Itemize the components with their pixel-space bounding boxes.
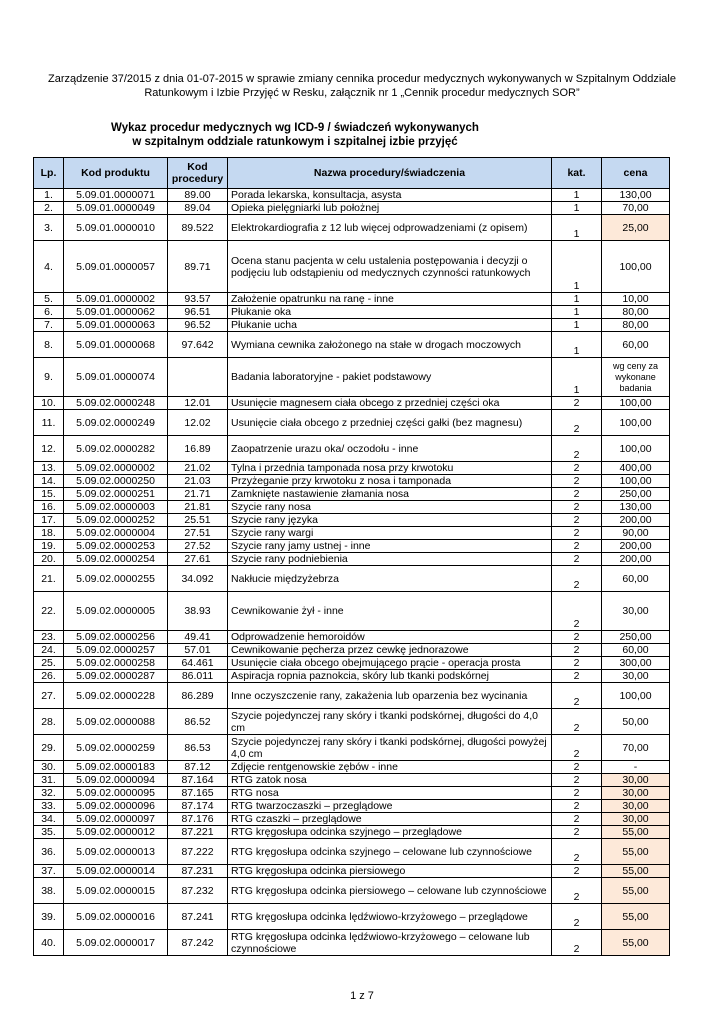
row-lp: 11. <box>34 410 64 436</box>
row-procedure-code: 86.011 <box>168 670 228 683</box>
row-procedure-code: 87.232 <box>168 878 228 904</box>
row-procedure-code: 89.04 <box>168 202 228 215</box>
row-product-code: 5.09.02.0000016 <box>64 904 168 930</box>
row-product-code: 5.09.01.0000010 <box>64 215 168 241</box>
row-lp: 31. <box>34 774 64 787</box>
row-procedure-code: 38.93 <box>168 592 228 631</box>
row-price: 100,00 <box>602 410 670 436</box>
row-lp: 6. <box>34 306 64 319</box>
row-procedure-code: 96.52 <box>168 319 228 332</box>
row-product-code: 5.09.01.0000071 <box>64 189 168 202</box>
row-procedure-name: Porada lekarska, konsultacja, asysta <box>228 189 552 202</box>
table-row <box>34 865 670 878</box>
table-row <box>34 683 670 709</box>
row-price: wg ceny za wykonane badania <box>602 358 670 397</box>
table-row <box>34 189 670 202</box>
header-product-code: Kod produktu <box>64 158 168 189</box>
table-row <box>34 670 670 683</box>
row-product-code: 5.09.02.0000259 <box>64 735 168 761</box>
row-procedure-name: Szycie rany nosa <box>228 501 552 514</box>
row-lp: 16. <box>34 501 64 514</box>
row-price: 100,00 <box>602 397 670 410</box>
row-procedure-name: Szycie pojedynczej rany skóry i tkanki podskórnej, długości powyżej 4,0 cm <box>228 735 552 761</box>
row-category: 2 <box>552 683 602 709</box>
row-product-code: 5.09.01.0000063 <box>64 319 168 332</box>
row-category: 2 <box>552 592 602 631</box>
row-procedure-code <box>168 358 228 397</box>
row-category: 1 <box>552 215 602 241</box>
row-price: 55,00 <box>602 865 670 878</box>
row-procedure-code: 87.221 <box>168 826 228 839</box>
row-category: 2 <box>552 839 602 865</box>
row-lp: 24. <box>34 644 64 657</box>
table-row <box>34 839 670 865</box>
row-price: 55,00 <box>602 930 670 956</box>
row-product-code: 5.09.02.0000253 <box>64 540 168 553</box>
row-category: 2 <box>552 774 602 787</box>
row-category: 2 <box>552 631 602 644</box>
row-price: 30,00 <box>602 774 670 787</box>
row-product-code: 5.09.02.0000002 <box>64 462 168 475</box>
row-procedure-name: Szycie rany wargi <box>228 527 552 540</box>
row-procedure-name: RTG kręgosłupa odcinka szyjnego – przeglądowe <box>228 826 552 839</box>
row-lp: 17. <box>34 514 64 527</box>
table-row <box>34 397 670 410</box>
row-category: 2 <box>552 527 602 540</box>
row-price: 55,00 <box>602 878 670 904</box>
row-product-code: 5.09.01.0000068 <box>64 332 168 358</box>
row-procedure-name: Nakłucie międzyżebrza <box>228 566 552 592</box>
row-lp: 27. <box>34 683 64 709</box>
row-category: 1 <box>552 189 602 202</box>
row-procedure-name: Usunięcie ciała obcego z przedniej części gałki (bez magnesu) <box>228 410 552 436</box>
row-procedure-code: 89.71 <box>168 241 228 293</box>
header-price: cena <box>602 158 670 189</box>
row-product-code: 5.09.02.0000003 <box>64 501 168 514</box>
row-category: 2 <box>552 514 602 527</box>
row-lp: 3. <box>34 215 64 241</box>
row-procedure-name: RTG zatok nosa <box>228 774 552 787</box>
table-row <box>34 501 670 514</box>
header-category: kat. <box>552 158 602 189</box>
row-product-code: 5.09.02.0000017 <box>64 930 168 956</box>
row-procedure-code: 87.165 <box>168 787 228 800</box>
row-lp: 34. <box>34 813 64 826</box>
row-product-code: 5.09.02.0000249 <box>64 410 168 436</box>
row-lp: 20. <box>34 553 64 566</box>
table-row <box>34 241 670 293</box>
row-product-code: 5.09.02.0000013 <box>64 839 168 865</box>
row-category: 1 <box>552 306 602 319</box>
table-row <box>34 215 670 241</box>
row-procedure-code: 87.241 <box>168 904 228 930</box>
row-procedure-name: Usunięcie ciała obcego obejmującego prącie - operacja prosta <box>228 657 552 670</box>
row-procedure-code: 87.174 <box>168 800 228 813</box>
row-procedure-name: Cewnikowanie żył - inne <box>228 592 552 631</box>
row-lp: 5. <box>34 293 64 306</box>
row-lp: 32. <box>34 787 64 800</box>
row-lp: 39. <box>34 904 64 930</box>
row-lp: 22. <box>34 592 64 631</box>
row-procedure-name: Usunięcie magnesem ciała obcego z przedniej części oka <box>228 397 552 410</box>
row-procedure-code: 87.176 <box>168 813 228 826</box>
table-row <box>34 553 670 566</box>
row-price: 55,00 <box>602 826 670 839</box>
row-product-code: 5.09.02.0000005 <box>64 592 168 631</box>
row-price: 30,00 <box>602 800 670 813</box>
row-category: 2 <box>552 501 602 514</box>
row-product-code: 5.09.01.0000002 <box>64 293 168 306</box>
row-procedure-code: 27.52 <box>168 540 228 553</box>
row-procedure-name: Elektrokardiografia z 12 lub więcej odprowadzeniami (z opisem) <box>228 215 552 241</box>
row-product-code: 5.09.02.0000257 <box>64 644 168 657</box>
row-lp: 23. <box>34 631 64 644</box>
row-category: 1 <box>552 358 602 397</box>
row-price: 30,00 <box>602 813 670 826</box>
row-product-code: 5.09.02.0000255 <box>64 566 168 592</box>
row-price: 200,00 <box>602 514 670 527</box>
row-procedure-code: 16.89 <box>168 436 228 462</box>
row-lp: 33. <box>34 800 64 813</box>
row-lp: 25. <box>34 657 64 670</box>
row-category: 2 <box>552 436 602 462</box>
row-procedure-code: 49.41 <box>168 631 228 644</box>
row-procedure-name: RTG kręgosłupa odcinka lędźwiowo-krzyżowego – przeglądowe <box>228 904 552 930</box>
row-product-code: 5.09.01.0000062 <box>64 306 168 319</box>
header-procedure-name: Nazwa procedury/świadczenia <box>228 158 552 189</box>
header-line-2: Ratunkowym i Izbie Przyjęć w Resku, załącznik nr 1 „Cennik procedur medycznych SOR” <box>144 87 580 99</box>
row-product-code: 5.09.02.0000095 <box>64 787 168 800</box>
row-procedure-code: 25.51 <box>168 514 228 527</box>
row-price: 100,00 <box>602 475 670 488</box>
row-category: 2 <box>552 566 602 592</box>
row-procedure-name: Cewnikowanie pęcherza przez cewkę jednorazowe <box>228 644 552 657</box>
row-procedure-name: Szycie rany podniebienia <box>228 553 552 566</box>
header-procedure-code: Kod procedury <box>168 158 228 189</box>
table-row <box>34 904 670 930</box>
table-row <box>34 631 670 644</box>
row-procedure-code: 93.57 <box>168 293 228 306</box>
table-row <box>34 488 670 501</box>
row-category: 2 <box>552 930 602 956</box>
row-procedure-code: 57.01 <box>168 644 228 657</box>
row-category: 2 <box>552 488 602 501</box>
row-procedure-code: 21.81 <box>168 501 228 514</box>
row-price: - <box>602 761 670 774</box>
row-category: 2 <box>552 904 602 930</box>
table-row <box>34 878 670 904</box>
row-procedure-name: Szycie rany jamy ustnej - inne <box>228 540 552 553</box>
row-procedure-code: 87.222 <box>168 839 228 865</box>
row-category: 1 <box>552 241 602 293</box>
row-category: 2 <box>552 761 602 774</box>
row-product-code: 5.09.02.0000097 <box>64 813 168 826</box>
row-procedure-name: Płukanie oka <box>228 306 552 319</box>
row-lp: 38. <box>34 878 64 904</box>
row-lp: 36. <box>34 839 64 865</box>
table-row <box>34 527 670 540</box>
subtitle-line-2: w szpitalnym oddziale ratunkowym i szpitalnej izbie przyjęć <box>132 136 458 148</box>
row-product-code: 5.09.02.0000282 <box>64 436 168 462</box>
row-price: 50,00 <box>602 709 670 735</box>
row-product-code: 5.09.01.0000074 <box>64 358 168 397</box>
row-product-code: 5.09.02.0000256 <box>64 631 168 644</box>
row-product-code: 5.09.02.0000248 <box>64 397 168 410</box>
table-row <box>34 826 670 839</box>
row-price: 200,00 <box>602 540 670 553</box>
row-price: 100,00 <box>602 436 670 462</box>
row-category: 2 <box>552 462 602 475</box>
row-price: 80,00 <box>602 319 670 332</box>
row-procedure-name: Badania laboratoryjne - pakiet podstawowy <box>228 358 552 397</box>
row-price: 30,00 <box>602 592 670 631</box>
row-product-code: 5.09.02.0000287 <box>64 670 168 683</box>
row-procedure-code: 12.02 <box>168 410 228 436</box>
row-procedure-code: 87.242 <box>168 930 228 956</box>
row-procedure-name: Opieka pielęgniarki lub położnej <box>228 202 552 215</box>
row-product-code: 5.09.02.0000094 <box>64 774 168 787</box>
table-row <box>34 306 670 319</box>
table-row <box>34 358 670 397</box>
row-procedure-name: Przyżeganie przy krwotoku z nosa i tamponada <box>228 475 552 488</box>
row-price: 70,00 <box>602 202 670 215</box>
row-price: 30,00 <box>602 787 670 800</box>
row-category: 2 <box>552 410 602 436</box>
row-category: 2 <box>552 813 602 826</box>
row-lp: 7. <box>34 319 64 332</box>
row-category: 2 <box>552 787 602 800</box>
table-row <box>34 319 670 332</box>
row-lp: 26. <box>34 670 64 683</box>
row-product-code: 5.09.02.0000258 <box>64 657 168 670</box>
row-lp: 1. <box>34 189 64 202</box>
table-row <box>34 475 670 488</box>
row-procedure-code: 86.53 <box>168 735 228 761</box>
procedures-table <box>33 157 670 956</box>
row-category: 1 <box>552 293 602 306</box>
row-price: 30,00 <box>602 670 670 683</box>
row-procedure-name: Zdjęcie rentgenowskie zębów - inne <box>228 761 552 774</box>
row-procedure-code: 96.51 <box>168 306 228 319</box>
row-lp: 29. <box>34 735 64 761</box>
row-lp: 13. <box>34 462 64 475</box>
row-procedure-code: 21.71 <box>168 488 228 501</box>
row-procedure-name: RTG kręgosłupa odcinka piersiowego – celowane lub czynnościowe <box>228 878 552 904</box>
row-category: 2 <box>552 475 602 488</box>
row-procedure-code: 89.522 <box>168 215 228 241</box>
row-category: 2 <box>552 397 602 410</box>
row-product-code: 5.09.02.0000012 <box>64 826 168 839</box>
row-price: 60,00 <box>602 644 670 657</box>
row-procedure-name: Szycie rany języka <box>228 514 552 527</box>
row-lp: 19. <box>34 540 64 553</box>
row-price: 25,00 <box>602 215 670 241</box>
row-procedure-name: Płukanie ucha <box>228 319 552 332</box>
table-row <box>34 566 670 592</box>
row-lp: 4. <box>34 241 64 293</box>
row-procedure-name: Inne oczyszczenie rany, zakażenia lub oparzenia bez wycinania <box>228 683 552 709</box>
row-product-code: 5.09.01.0000057 <box>64 241 168 293</box>
row-price: 130,00 <box>602 189 670 202</box>
row-procedure-name: RTG kręgosłupa odcinka lędźwiowo-krzyżowego – celowane lub czynnościowe <box>228 930 552 956</box>
row-procedure-name: RTG nosa <box>228 787 552 800</box>
row-procedure-code: 27.51 <box>168 527 228 540</box>
row-category: 2 <box>552 670 602 683</box>
table-row <box>34 774 670 787</box>
row-price: 60,00 <box>602 566 670 592</box>
table-row <box>34 540 670 553</box>
row-lp: 12. <box>34 436 64 462</box>
row-price: 200,00 <box>602 553 670 566</box>
table-row <box>34 592 670 631</box>
row-price: 10,00 <box>602 293 670 306</box>
row-price: 100,00 <box>602 683 670 709</box>
row-price: 400,00 <box>602 462 670 475</box>
row-price: 60,00 <box>602 332 670 358</box>
row-price: 55,00 <box>602 839 670 865</box>
row-product-code: 5.09.02.0000251 <box>64 488 168 501</box>
table-row <box>34 410 670 436</box>
row-procedure-code: 97.642 <box>168 332 228 358</box>
row-category: 2 <box>552 540 602 553</box>
row-price: 250,00 <box>602 488 670 501</box>
row-procedure-name: RTG czaszki – przeglądowe <box>228 813 552 826</box>
row-category: 1 <box>552 332 602 358</box>
row-category: 2 <box>552 553 602 566</box>
row-procedure-code: 86.289 <box>168 683 228 709</box>
table-row <box>34 709 670 735</box>
row-procedure-code: 89.00 <box>168 189 228 202</box>
row-lp: 37. <box>34 865 64 878</box>
row-category: 2 <box>552 657 602 670</box>
header-line-1: Zarządzenie 37/2015 z dnia 01-07-2015 w sprawie zmiany cennika procedur medycznych wykonywanych w Szpitalnym Oddziale <box>48 73 676 85</box>
row-lp: 15. <box>34 488 64 501</box>
row-product-code: 5.09.02.0000254 <box>64 553 168 566</box>
row-product-code: 5.09.02.0000183 <box>64 761 168 774</box>
row-product-code: 5.09.02.0000250 <box>64 475 168 488</box>
subtitle-line-1: Wykaz procedur medycznych wg ICD-9 / świadczeń wykonywanych <box>111 122 479 134</box>
table-row <box>34 332 670 358</box>
row-price: 80,00 <box>602 306 670 319</box>
row-product-code: 5.09.02.0000015 <box>64 878 168 904</box>
table-row <box>34 644 670 657</box>
row-procedure-code: 86.52 <box>168 709 228 735</box>
row-procedure-name: Zamknięte nastawienie złamania nosa <box>228 488 552 501</box>
row-procedure-code: 12.01 <box>168 397 228 410</box>
row-lp: 35. <box>34 826 64 839</box>
row-price: 70,00 <box>602 735 670 761</box>
table-row <box>34 293 670 306</box>
table-row <box>34 813 670 826</box>
row-lp: 40. <box>34 930 64 956</box>
document-header <box>0 72 724 100</box>
row-lp: 28. <box>34 709 64 735</box>
row-procedure-name: RTG kręgosłupa odcinka piersiowego <box>228 865 552 878</box>
row-procedure-name: Zaopatrzenie urazu oka/ oczodołu - inne <box>228 436 552 462</box>
row-procedure-name: Tylna i przednia tamponada nosa przy krwotoku <box>228 462 552 475</box>
row-lp: 21. <box>34 566 64 592</box>
row-procedure-name: RTG kręgosłupa odcinka szyjnego – celowane lub czynnościowe <box>228 839 552 865</box>
row-product-code: 5.09.01.0000049 <box>64 202 168 215</box>
table-row <box>34 657 670 670</box>
row-procedure-name: RTG twarzoczaszki – przeglądowe <box>228 800 552 813</box>
row-procedure-code: 64.461 <box>168 657 228 670</box>
row-procedure-code: 87.164 <box>168 774 228 787</box>
row-product-code: 5.09.02.0000228 <box>64 683 168 709</box>
row-lp: 9. <box>34 358 64 397</box>
row-product-code: 5.09.02.0000088 <box>64 709 168 735</box>
row-procedure-name: Odprowadzenie hemoroidów <box>228 631 552 644</box>
row-price: 130,00 <box>602 501 670 514</box>
row-category: 2 <box>552 878 602 904</box>
row-price: 100,00 <box>602 241 670 293</box>
table-row <box>34 800 670 813</box>
row-procedure-code: 87.12 <box>168 761 228 774</box>
row-procedure-code: 21.02 <box>168 462 228 475</box>
row-lp: 10. <box>34 397 64 410</box>
row-procedure-name: Wymiana cewnika założonego na stałe w drogach moczowych <box>228 332 552 358</box>
row-price: 250,00 <box>602 631 670 644</box>
row-category: 2 <box>552 865 602 878</box>
row-lp: 8. <box>34 332 64 358</box>
row-lp: 2. <box>34 202 64 215</box>
table-row <box>34 436 670 462</box>
table-row <box>34 462 670 475</box>
table-row <box>34 930 670 956</box>
table-header-row <box>34 158 670 189</box>
row-procedure-name: Ocena stanu pacjenta w celu ustalenia postępowania i decyzji o podjęciu lub odstąpieniu od medycznych czynności ratunkowych <box>228 241 552 293</box>
table-row <box>34 735 670 761</box>
row-product-code: 5.09.02.0000252 <box>64 514 168 527</box>
row-product-code: 5.09.02.0000004 <box>64 527 168 540</box>
row-price: 90,00 <box>602 527 670 540</box>
row-category: 1 <box>552 202 602 215</box>
row-lp: 30. <box>34 761 64 774</box>
row-category: 1 <box>552 319 602 332</box>
header-lp: Lp. <box>34 158 64 189</box>
row-price: 300,00 <box>602 657 670 670</box>
page-number: 1 z 7 <box>350 990 374 1002</box>
row-product-code: 5.09.02.0000096 <box>64 800 168 813</box>
row-procedure-code: 21.03 <box>168 475 228 488</box>
row-category: 2 <box>552 800 602 813</box>
row-procedure-name: Założenie opatrunku na ranę - inne <box>228 293 552 306</box>
row-category: 2 <box>552 826 602 839</box>
row-procedure-code: 87.231 <box>168 865 228 878</box>
table-body <box>34 189 670 956</box>
row-product-code: 5.09.02.0000014 <box>64 865 168 878</box>
table-row <box>34 202 670 215</box>
table-row <box>34 787 670 800</box>
table-row <box>34 761 670 774</box>
row-procedure-code: 34.092 <box>168 566 228 592</box>
row-procedure-name: Aspiracja ropnia paznokcia, skóry lub tkanki podskórnej <box>228 670 552 683</box>
row-category: 2 <box>552 735 602 761</box>
row-category: 2 <box>552 644 602 657</box>
row-procedure-name: Szycie pojedynczej rany skóry i tkanki podskórnej, długości do 4,0 cm <box>228 709 552 735</box>
table-subtitle <box>0 121 590 149</box>
row-procedure-code: 27.61 <box>168 553 228 566</box>
row-price: 55,00 <box>602 904 670 930</box>
row-lp: 18. <box>34 527 64 540</box>
row-category: 2 <box>552 709 602 735</box>
row-lp: 14. <box>34 475 64 488</box>
table-row <box>34 514 670 527</box>
